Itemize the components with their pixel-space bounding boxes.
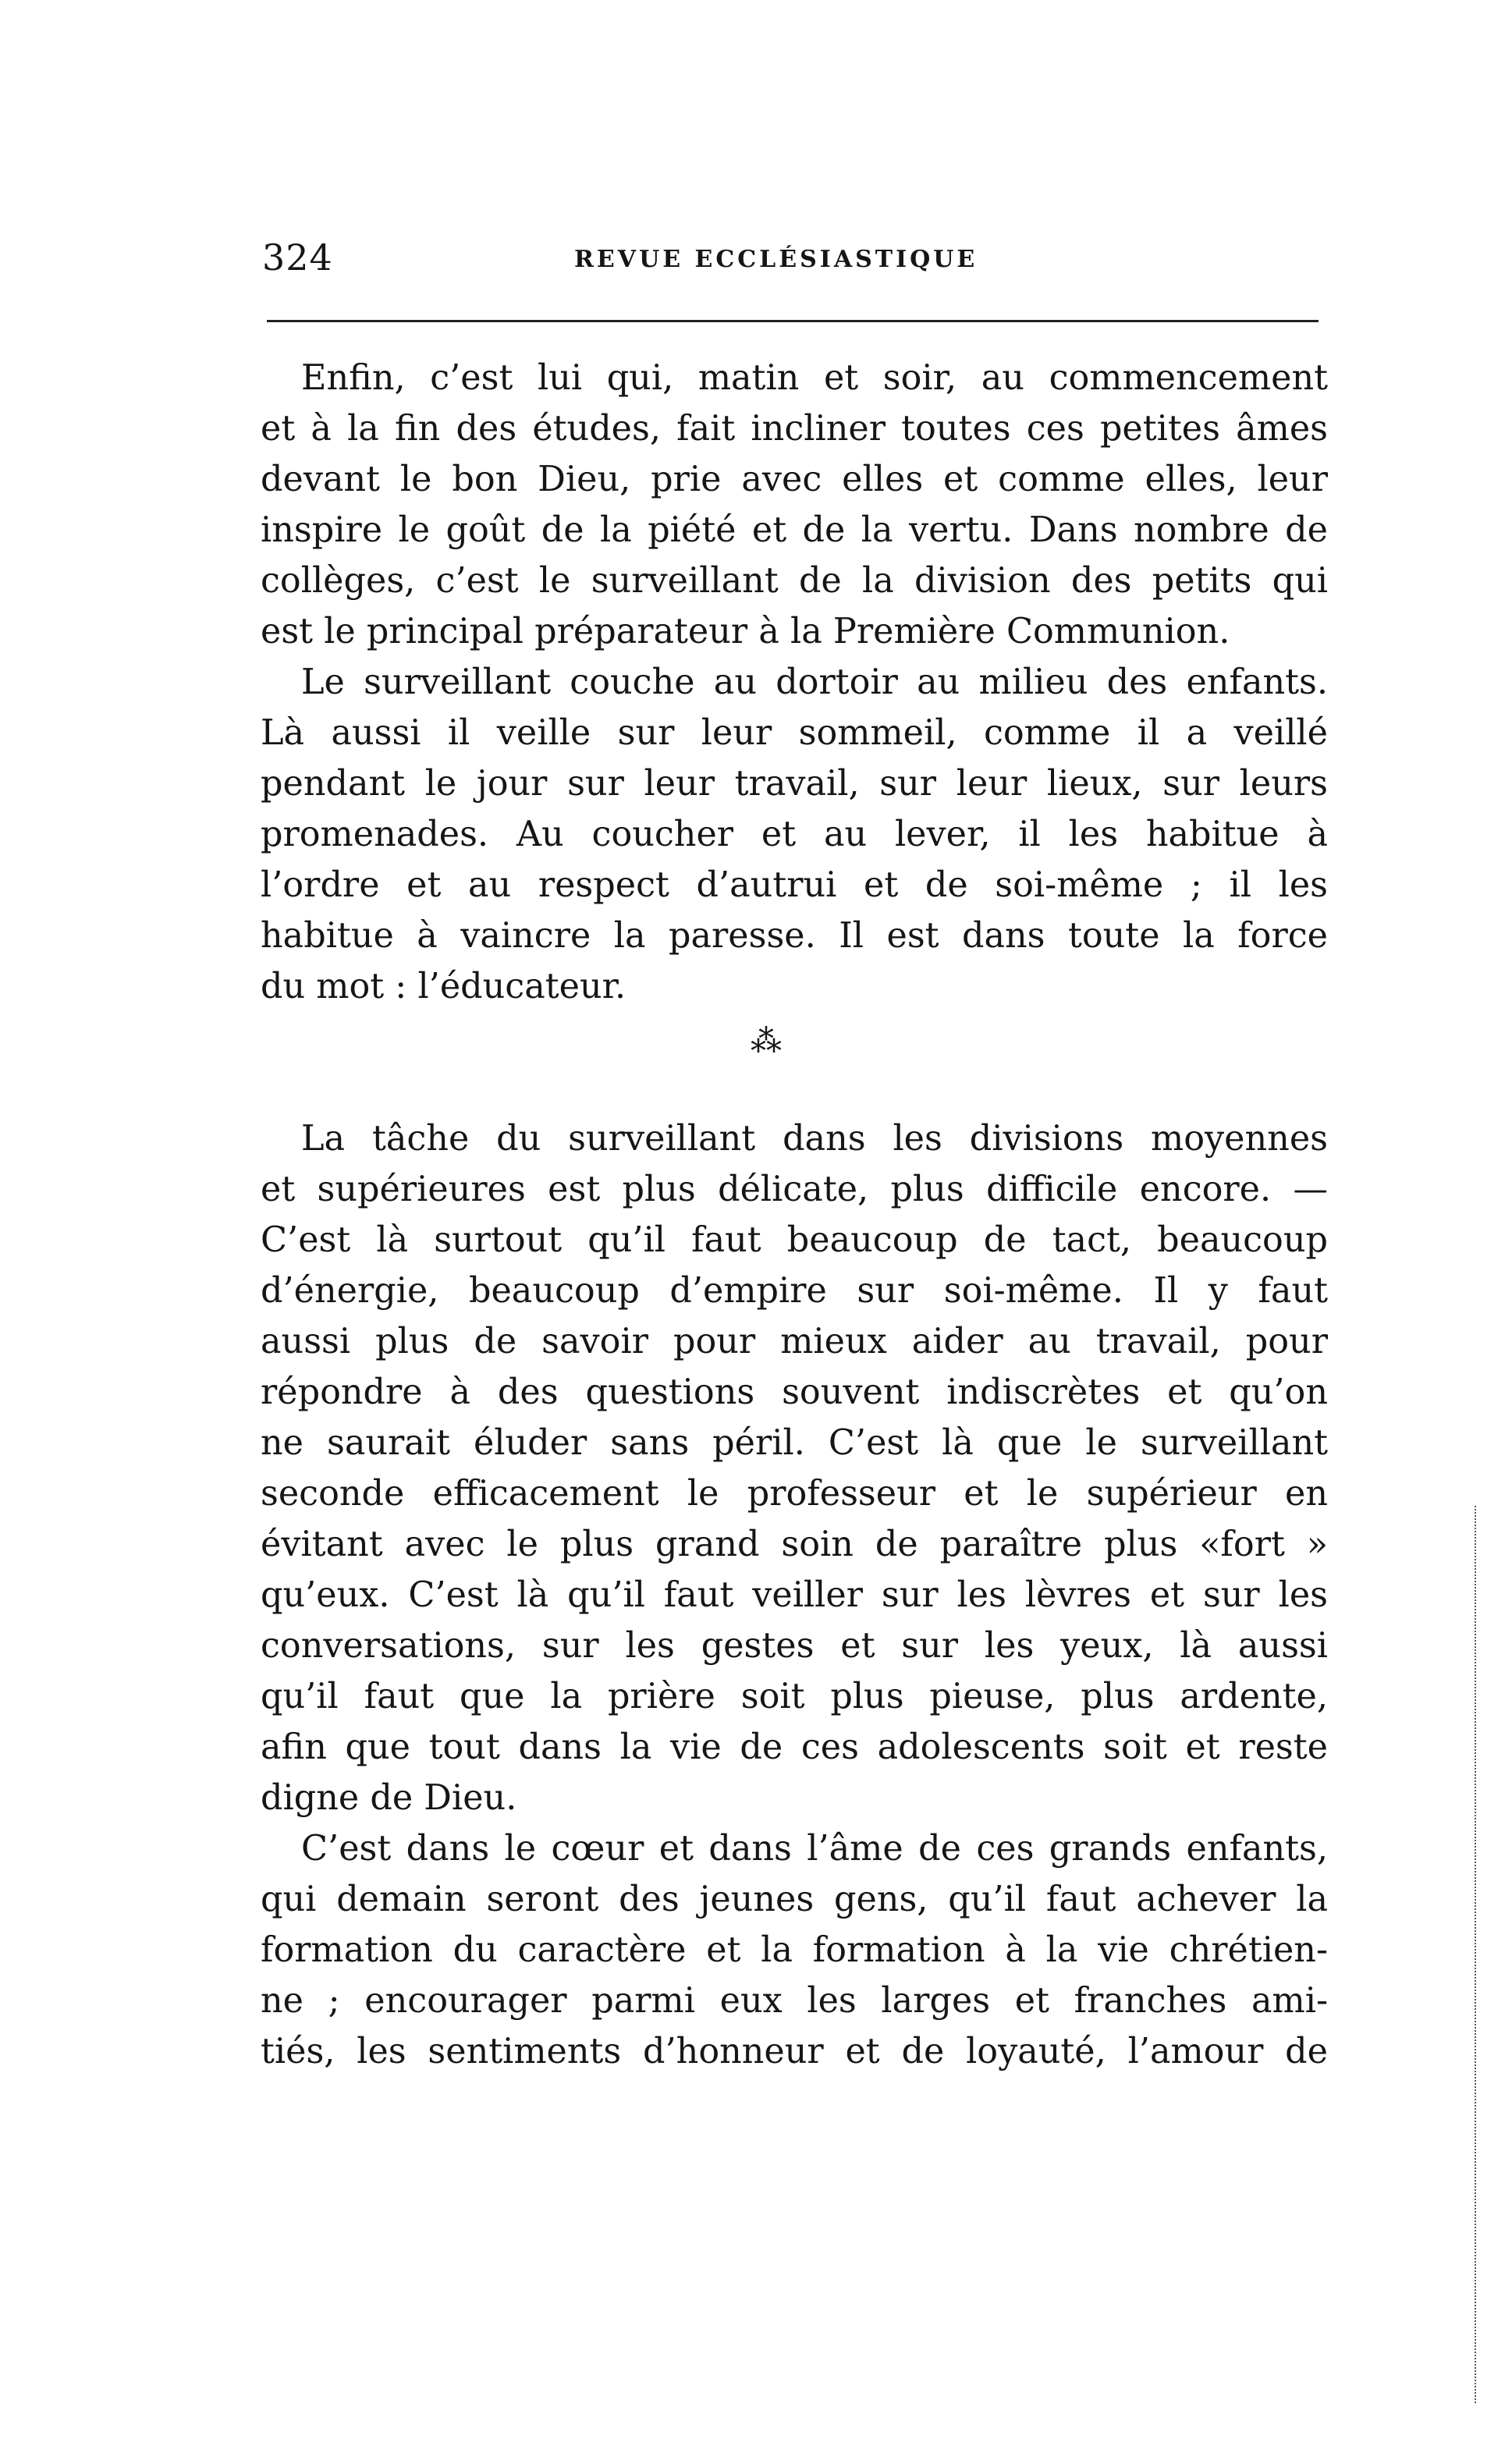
text-line: tiés, les sentiments d’honneur et de loyauté, l’amour de xyxy=(261,2032,1328,2071)
text-line: C’est là surtout qu’il faut beaucoup de tact, beaucoup xyxy=(261,1220,1328,1260)
text-line: promenades. Au coucher et au lever, il les habitue à xyxy=(261,815,1328,854)
asterism-glyph: ⁂ xyxy=(751,1024,786,1060)
text-line: l’ordre et au respect d’autrui et de soi-même ; il les xyxy=(261,865,1328,905)
text-line: pendant le jour sur leur travail, sur leur lieux, sur leurs xyxy=(261,764,1328,804)
text-line: évitant avec le plus grand soin de paraître plus «fort » xyxy=(261,1525,1328,1564)
text-line: Enfin, c’est lui qui, matin et soir, au commencement xyxy=(301,358,1328,398)
paragraph-4 xyxy=(261,1823,1328,2077)
text-line: répondre à des questions souvent indiscrètes et qu’on xyxy=(261,1372,1328,1412)
header-rule xyxy=(267,320,1319,322)
text-line: inspire le goût de la piété et de la vertu. Dans nombre de xyxy=(261,510,1328,550)
section-separator xyxy=(261,1012,1328,1113)
page-number: 324 xyxy=(262,236,333,279)
body-text xyxy=(261,353,1328,2077)
text-line: Là aussi il veille sur leur sommeil, comme il a veillé xyxy=(261,713,1328,753)
scan-edge-mark xyxy=(1475,1506,1476,2403)
text-line: afin que tout dans la vie de ces adolescents soit et reste xyxy=(261,1727,1328,1767)
paragraph-2 xyxy=(261,657,1328,1012)
text-line: et à la fin des études, fait incliner toutes ces petites âmes xyxy=(261,409,1328,449)
text-line: ne saurait éluder sans péril. C’est là que le surveillant xyxy=(261,1423,1328,1463)
text-line: formation du caractère et la formation à la vie chrétien- xyxy=(261,1930,1328,1970)
text-line: devant le bon Dieu, prie avec elles et comme elles, leur xyxy=(261,460,1328,499)
paragraph-1 xyxy=(261,353,1328,657)
text-line: aussi plus de savoir pour mieux aider au travail, pour xyxy=(261,1322,1328,1361)
text-line: ne ; encourager parmi eux les larges et franches ami- xyxy=(261,1981,1328,2021)
paragraph-3 xyxy=(261,1113,1328,1823)
text-line: seconde efficacement le professeur et le supérieur en xyxy=(261,1474,1328,1514)
text-line: conversations, sur les gestes et sur les yeux, là aussi xyxy=(261,1626,1328,1666)
text-line: qu’il faut que la prière soit plus pieuse, plus ardente, xyxy=(261,1677,1328,1716)
text-line: du mot : l’éducateur. xyxy=(261,967,626,1006)
journal-title: REVUE ECCLÉSIASTIQUE xyxy=(574,246,978,273)
text-line: digne de Dieu. xyxy=(261,1778,517,1818)
text-line: La tâche du surveillant dans les divisions moyennes xyxy=(301,1119,1328,1159)
text-line: d’énergie, beaucoup d’empire sur soi-même. Il y faut xyxy=(261,1271,1328,1311)
running-head xyxy=(262,234,1323,289)
text-line: qui demain seront des jeunes gens, qu’il faut achever la xyxy=(261,1880,1328,1919)
text-line: habitue à vaincre la paresse. Il est dans toute la force xyxy=(261,916,1328,956)
text-line: qu’eux. C’est là qu’il faut veiller sur les lèvres et sur les xyxy=(261,1575,1328,1615)
text-line: et supérieures est plus délicate, plus difficile encore. — xyxy=(261,1170,1328,1209)
text-line: est le principal préparateur à la Première Communion. xyxy=(261,612,1230,651)
text-line: C’est dans le cœur et dans l’âme de ces grands enfants, xyxy=(301,1829,1328,1869)
text-line: Le surveillant couche au dortoir au milieu des enfants. xyxy=(301,662,1328,702)
text-line: collèges, c’est le surveillant de la division des petits qui xyxy=(261,561,1328,601)
